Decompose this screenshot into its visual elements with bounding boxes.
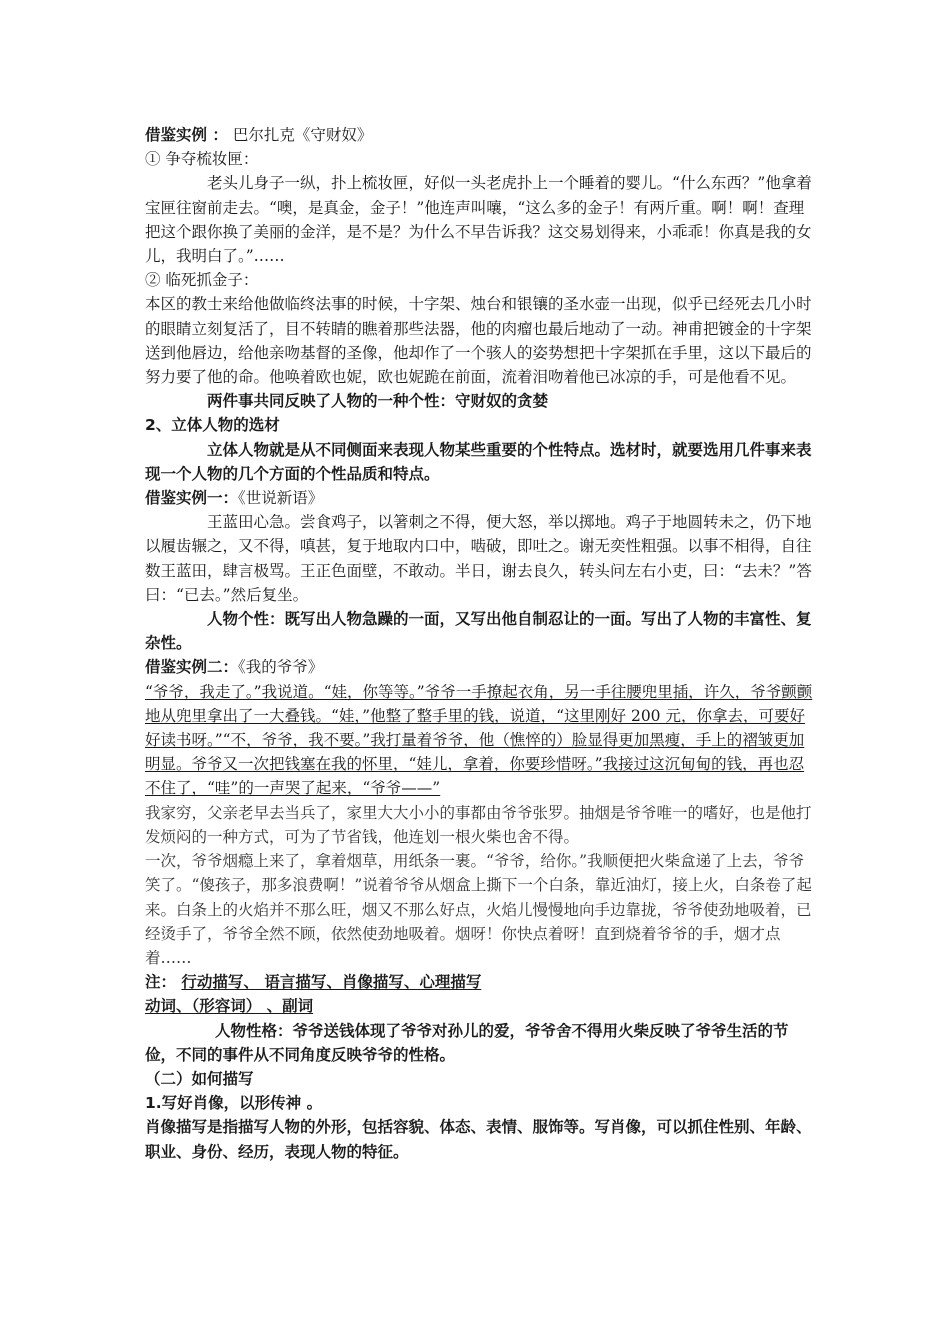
example-one-note: 人物个性：既写出人物急躁的一面，又写出他自制忍让的一面。写出了人物的丰富性、复杂性。 [145, 610, 812, 653]
note-label: 注： [145, 973, 177, 992]
example-two-source: 《我的爷爷》 [238, 658, 324, 677]
example-label: 借鉴实例 ： [145, 126, 228, 144]
section-intro: 立体人物就是从不同侧面来表现人物某些重要的个性特点。选材时，就要选用几件事来表现一个人物的几个方面的个性品质和特点。 [145, 440, 812, 483]
example-two-paragraph-two: 我家穷，父亲老早去当兵了，家里大大小小的事都由爷爷张罗。抽烟是爷爷唯一的嗜好，也是他打发烦闷的一种方式，可为了节省钱，他连划一根火柴也舍不得。 [145, 803, 812, 846]
portrait-description: 肖像描写是指描写人物的外形，包括容貌、体态、表情、服饰等。写肖像，可以抓住性别、年龄、职业、身份、经历，表现人物的特征。 [145, 1118, 812, 1161]
example-two-paragraph-three: 一次，爷爷烟瘾上来了，拿着烟草，用纸条一裹。“爷爷，给你。”我顺便把火柴盒递了上去，爷爷笑了。“傻孩子，那多浪费啊！”说着爷爷从烟盒上撕下一个白条，靠近油灯，接上火，白条卷了起来。白条上的火焰并不那么旺，烟又不那么好点，火焰儿慢慢地向手边靠拢，爷爷使劲地吸着，已经烫手了，爷爷全然不顾，依然使劲地吸着。烟呀！你快点着呀！直到烧着爷爷的手，烟才点着…… [145, 852, 812, 967]
example-one-label: 借鉴实例一： [145, 489, 239, 508]
item-two-paragraph: 本区的教士来给他做临终法事的时候，十字架、烛台和银镶的圣水壶一出现，似乎已经死去几小时的眼睛立刻复活了，目不转睛的瞧着那些法器，他的肉瘤也最后地动了一动。神甫把镀金的十字架送到他唇边，给他亲吻基督的圣像，他却作了一个骇人的姿势想把十字架抓在手里，这以下最后的努力要了他的命。他唤着欧也妮，欧也妮跪在前面，流着泪吻着他已冰凉的手，可是他看不见。 [145, 295, 812, 387]
item-one-paragraph: 老头儿身子一纵，扑上梳妆匣，好似一头老虎扑上一个睡着的婴儿。“什么东西？”他拿着宝匣往窗前走去。“噢，是真金，金子！”他连声叫嚷，“这么多的金子！有两斤重。啊！啊！查理把这个跟你换了美丽的金洋，是不是？为什么不早告诉我？这交易划得来，小乖乖！你真是我的女儿，我明白了。”…… [145, 174, 812, 266]
summary-line: 两件事共同反映了人物的一种个性：守财奴的贪婪 [207, 392, 549, 411]
example-two-label: 借鉴实例二： [145, 658, 239, 677]
item-one-title: ① 争夺梳妆匣： [145, 150, 259, 169]
example-two-header [145, 655, 815, 679]
how-to-describe-heading: （二）如何描写 [145, 1069, 254, 1088]
example-one-source: 《世说新语》 [238, 489, 324, 508]
note-words: 动词、（形容词） 、副词 [145, 997, 314, 1016]
example-two-paragraph-one: “爷爷，我走了。”我说道。“娃，你等等。”爷爷一手撩起衣角，另一手往腰兜里插，许久，爷爷颤颤地从兜里拿出了一大叠钱。“娃，”他整了整手里的钱，说道，“这里刚好 200 元，你拿去，可要好好读书呀。”“不，爷爷，我不要。”我打量着爷爷，他（憔悴的）脸显得更加黑瘦，手上的褶皱更加明显。爷爷又一次把钱塞在我的怀里，“娃儿，拿着，你要珍惜呀。”我接过这沉甸甸的钱，再也忍不住了，“哇”的一声哭了起来，“爷爷——” [145, 682, 813, 798]
example-one-header [145, 486, 815, 510]
portrait-subheading: 1.写好肖像，以形传神 。 [145, 1094, 323, 1113]
note-items: 行动描写、 语言描写、肖像描写、心理描写 [181, 973, 482, 992]
note-line [145, 970, 815, 994]
example-header-line [145, 123, 815, 147]
item-two-title: ② 临死抓金子： [145, 271, 259, 290]
example-one-text: 王蓝田心急。尝食鸡子，以箸刺之不得，便大怒，举以掷地。鸡子于地圆转未之，仍下地以履齿辗之，又不得，嗔甚，复于地取内口中，啮破，即吐之。谢无奕性粗强。以事不相得，自往数王蓝田，肆言极骂。王正色面壁，不敢动。半日，谢去良久，转头问左右小吏，曰：“去未？”答曰：“已去。”然后复坐。 [145, 513, 812, 604]
character-summary: 人物性格：爷爷送钱体现了爷爷对孙儿的爱，爷爷舍不得用火柴反映了爷爷生活的节俭，不同的事件从不同角度反映爷爷的性格。 [145, 1021, 789, 1064]
document-page [145, 123, 815, 1164]
example-source: 巴尔扎克《守财奴》 [232, 126, 373, 144]
section-heading: 2、立体人物的选材 [145, 416, 280, 435]
